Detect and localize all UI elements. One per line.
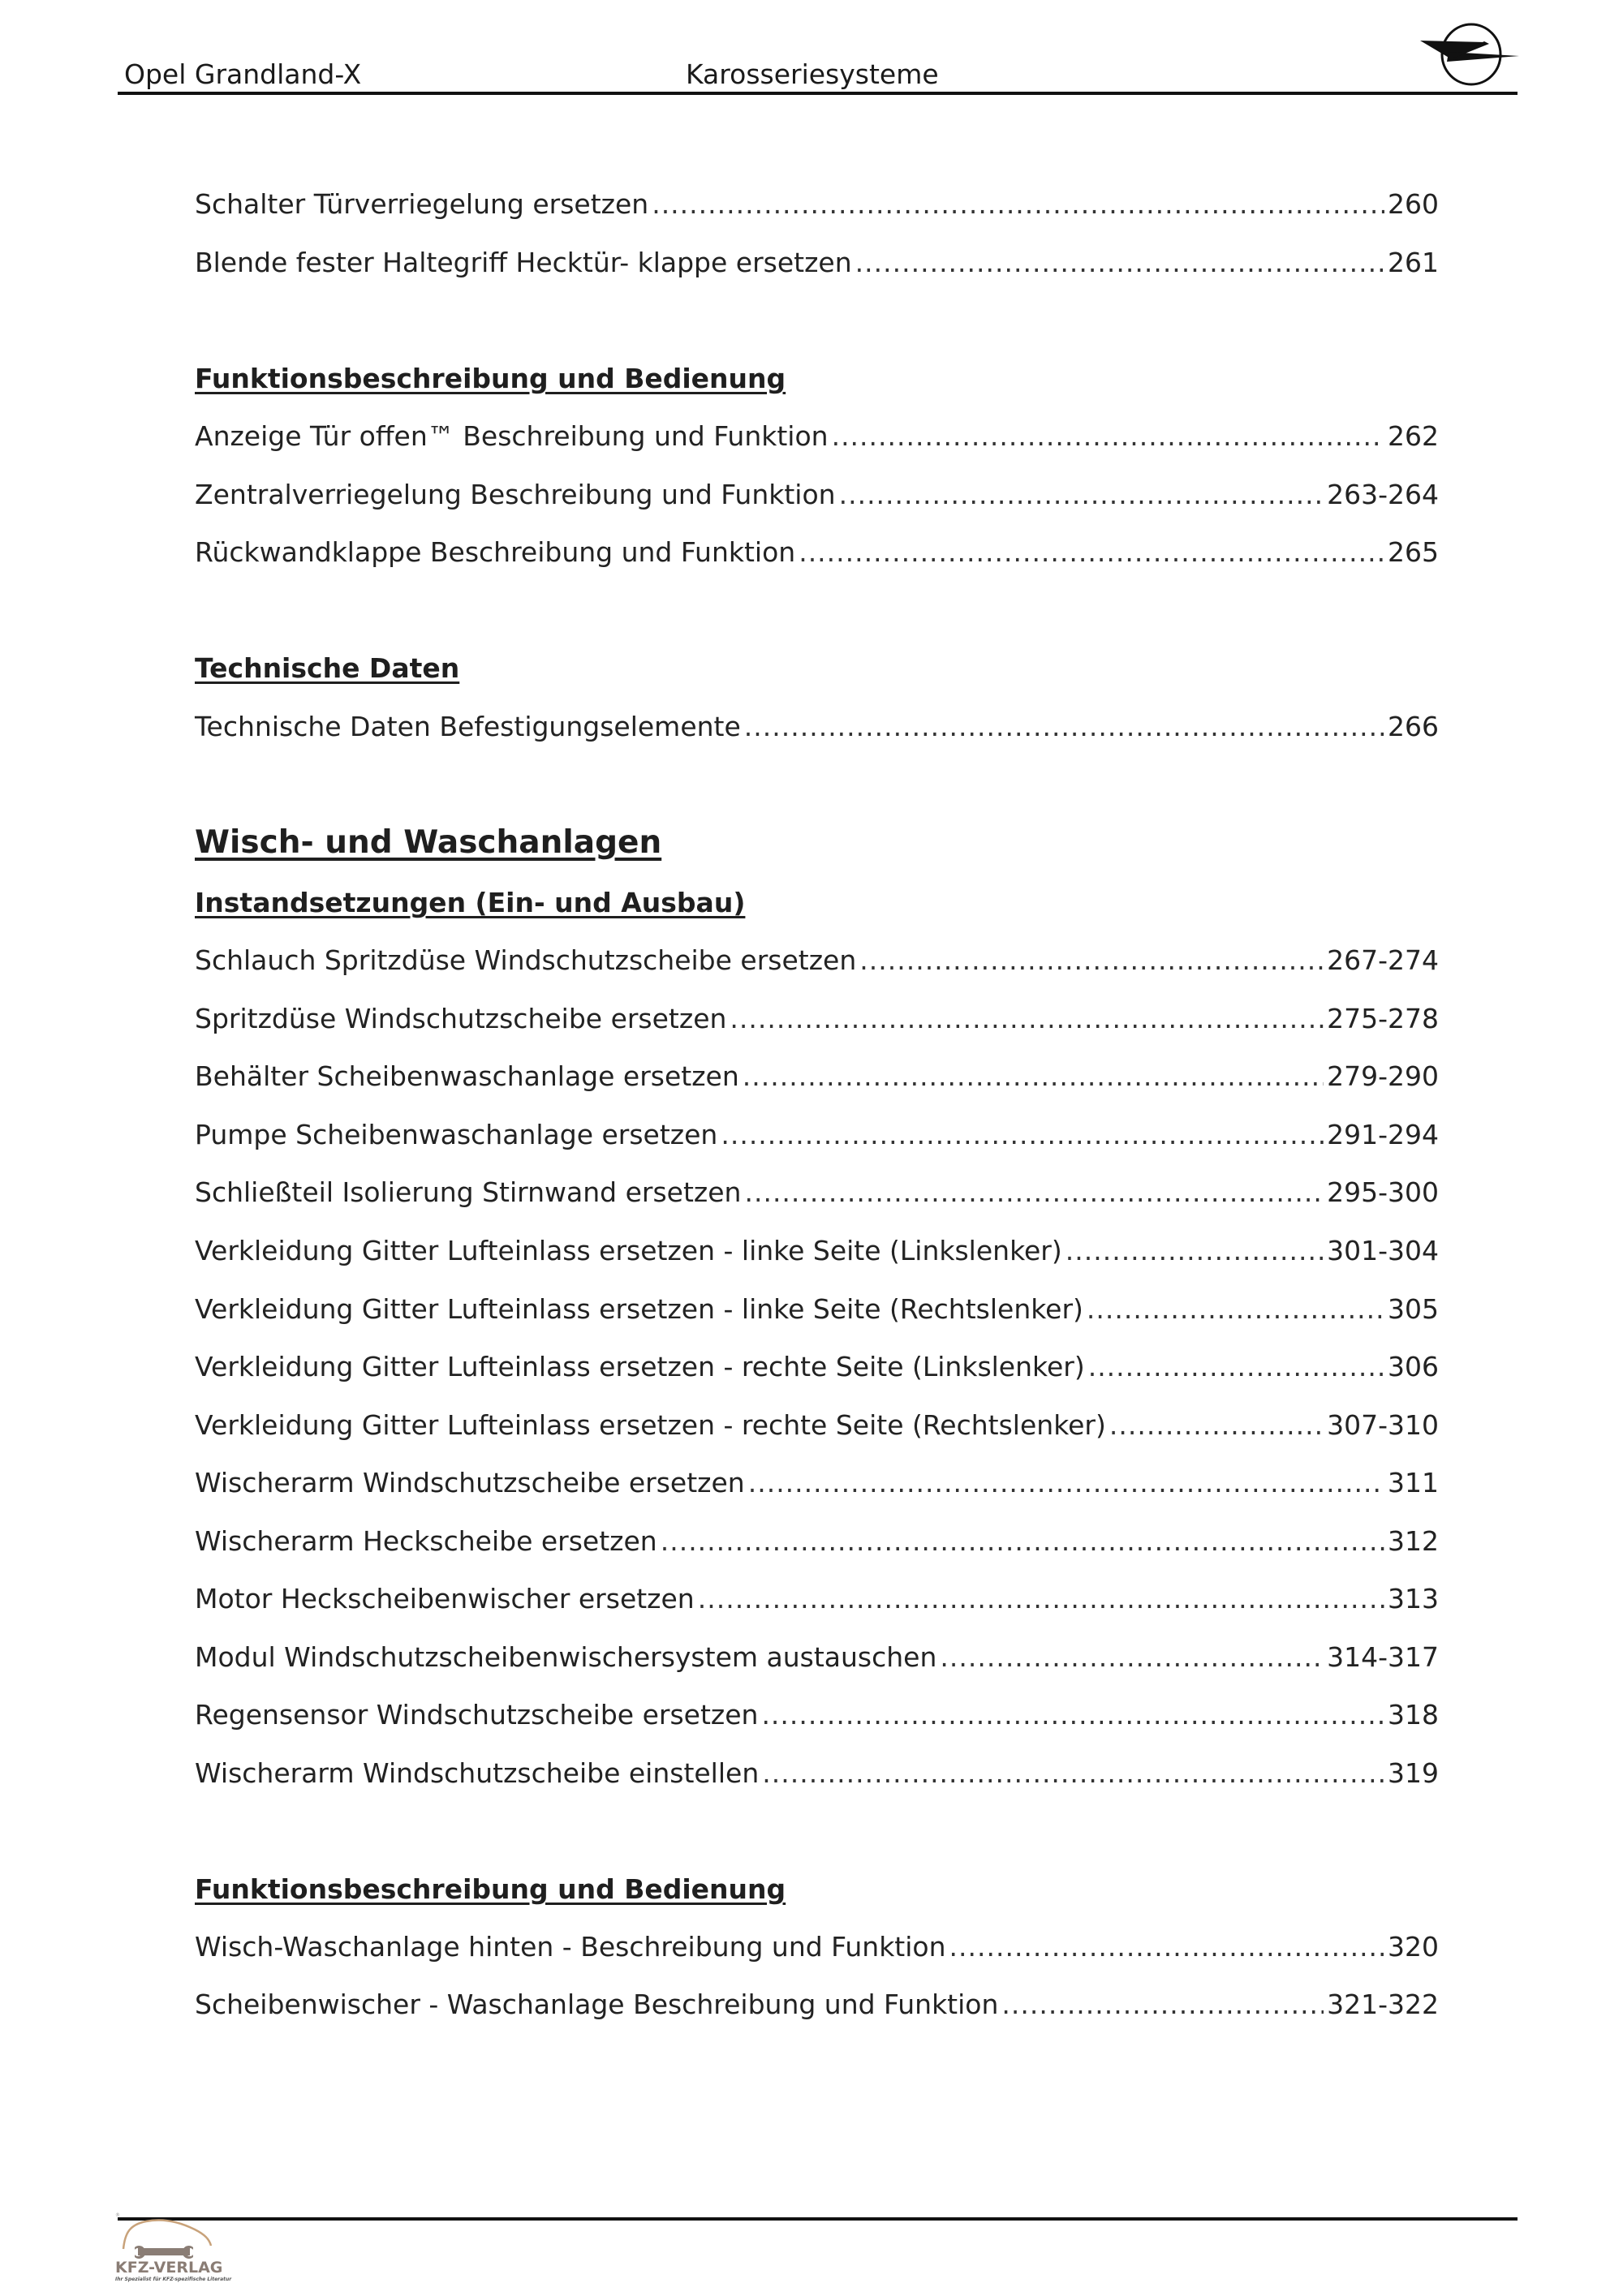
toc-entry[interactable] xyxy=(195,1583,1439,1623)
opel-blitz-logo-icon xyxy=(1416,18,1522,91)
toc-entry[interactable] xyxy=(195,1293,1439,1334)
toc-entry-title: Schalter Türverriegelung ersetzen xyxy=(195,188,649,220)
dot-leader xyxy=(1065,1235,1324,1266)
dot-leader xyxy=(762,1757,1384,1789)
section-heading: Instandsetzungen (Ein- und Ausbau) xyxy=(195,887,746,918)
toc-entry-title: Motor Heckscheibenwischer ersetzen xyxy=(195,1583,695,1615)
dot-leader xyxy=(744,711,1384,742)
chapter-heading: Wisch- und Waschanlagen xyxy=(195,824,662,861)
toc-entry[interactable] xyxy=(195,1641,1439,1682)
toc-entry-page: 318 xyxy=(1388,1699,1439,1731)
toc-entry[interactable] xyxy=(195,1409,1439,1450)
toc-entry-title: Anzeige Tür offen™ Beschreibung und Funktion xyxy=(195,420,829,452)
toc-entry-page: 312 xyxy=(1388,1525,1439,1557)
toc-entry-page: 320 xyxy=(1388,1931,1439,1963)
toc-entry-title: Regensensor Windschutzscheibe ersetzen xyxy=(195,1699,759,1731)
section-heading: Funktionsbeschreibung und Bedienung xyxy=(195,363,786,394)
publisher-brand: KFZ-VERLAG xyxy=(115,2259,223,2277)
section-heading: Technische Daten xyxy=(195,652,460,684)
toc-entry-title: Verkleidung Gitter Lufteinlass ersetzen - rechte Seite (Rechtslenker) xyxy=(195,1409,1106,1441)
dot-leader xyxy=(652,188,1384,220)
header-section: Karosseriesysteme xyxy=(686,58,939,90)
registered-mark: ® xyxy=(115,2212,120,2218)
dot-leader xyxy=(721,1119,1324,1150)
page-header xyxy=(118,0,1518,96)
toc-entry-page: 321-322 xyxy=(1327,1989,1439,2020)
toc-entry-title: Technische Daten Befestigungselemente xyxy=(195,711,741,742)
dot-leader xyxy=(698,1583,1384,1615)
toc-entry-page: 267-274 xyxy=(1327,944,1439,976)
toc-entry-page: 319 xyxy=(1388,1757,1439,1789)
dot-leader xyxy=(832,420,1384,452)
dot-leader xyxy=(1109,1409,1324,1441)
toc-entry[interactable] xyxy=(195,1235,1439,1275)
toc-entry[interactable] xyxy=(195,247,1439,287)
toc-entry-page: 275-278 xyxy=(1327,1003,1439,1034)
dot-leader xyxy=(949,1931,1384,1963)
toc-entry-title: Behälter Scheibenwaschanlage ersetzen xyxy=(195,1060,739,1092)
dot-leader xyxy=(1088,1351,1384,1382)
header-rule xyxy=(118,92,1518,95)
toc-entry[interactable] xyxy=(195,1699,1439,1739)
dot-leader xyxy=(748,1467,1384,1498)
dot-leader xyxy=(1001,1989,1324,2020)
toc-entry[interactable] xyxy=(195,1060,1439,1101)
dot-leader xyxy=(744,1176,1324,1208)
toc-entry[interactable] xyxy=(195,1525,1439,1566)
toc-entry-title: Wischerarm Windschutzscheibe ersetzen xyxy=(195,1467,745,1498)
dot-leader xyxy=(855,247,1384,278)
toc-entry[interactable] xyxy=(195,1351,1439,1391)
toc-entry-page: 305 xyxy=(1388,1293,1439,1325)
dot-leader xyxy=(1087,1293,1384,1325)
car-wrench-logo-icon xyxy=(114,2208,227,2260)
toc-entry-page: 263-264 xyxy=(1327,479,1439,510)
toc-entry-page: 307-310 xyxy=(1327,1409,1439,1441)
toc-entry-page: 266 xyxy=(1388,711,1439,742)
toc-entry-title: Wischerarm Windschutzscheibe einstellen xyxy=(195,1757,760,1789)
toc-entry-page: 262 xyxy=(1388,420,1439,452)
toc-entry-title: Verkleidung Gitter Lufteinlass ersetzen - linke Seite (Rechtslenker) xyxy=(195,1293,1083,1325)
toc-entry-page: 314-317 xyxy=(1327,1641,1439,1673)
toc-entry[interactable] xyxy=(195,536,1439,577)
toc-entry[interactable] xyxy=(195,479,1439,519)
toc-entry[interactable] xyxy=(195,188,1439,229)
toc-entry-title: Verkleidung Gitter Lufteinlass ersetzen - rechte Seite (Linkslenker) xyxy=(195,1351,1085,1382)
toc-entry-title: Verkleidung Gitter Lufteinlass ersetzen - linke Seite (Linkslenker) xyxy=(195,1235,1062,1266)
toc-entry-page: 261 xyxy=(1388,247,1439,278)
toc-entry-page: 279-290 xyxy=(1327,1060,1439,1092)
toc-entry-title: Schließteil Isolierung Stirnwand ersetzen xyxy=(195,1176,742,1208)
dot-leader xyxy=(799,536,1384,568)
toc-entry-page: 311 xyxy=(1388,1467,1439,1498)
toc-entry[interactable] xyxy=(195,1757,1439,1798)
toc-entry-title: Modul Windschutzscheibenwischersystem austauschen xyxy=(195,1641,937,1673)
toc-entry-title: Pumpe Scheibenwaschanlage ersetzen xyxy=(195,1119,718,1150)
dot-leader xyxy=(761,1699,1384,1731)
toc-entry-page: 295-300 xyxy=(1327,1176,1439,1208)
toc-entry-title: Spritzdüse Windschutzscheibe ersetzen xyxy=(195,1003,727,1034)
toc-entry-title: Blende fester Haltegriff Hecktür- klappe ersetzen xyxy=(195,247,852,278)
section-heading: Funktionsbeschreibung und Bedienung xyxy=(195,1873,786,1905)
toc-entry-page: 301-304 xyxy=(1327,1235,1439,1266)
toc-entry[interactable] xyxy=(195,1176,1439,1217)
toc-entry-page: 265 xyxy=(1388,536,1439,568)
toc-entry-title: Scheibenwischer - Waschanlage Beschreibung und Funktion xyxy=(195,1989,999,2020)
dot-leader xyxy=(743,1060,1324,1092)
publisher-logo xyxy=(114,2208,232,2290)
toc-entry[interactable] xyxy=(195,420,1439,461)
toc-entry[interactable] xyxy=(195,1003,1439,1043)
toc-entry[interactable] xyxy=(195,1467,1439,1507)
toc-entry-title: Rückwandklappe Beschreibung und Funktion xyxy=(195,536,796,568)
dot-leader xyxy=(940,1641,1324,1673)
toc-entry-page: 313 xyxy=(1388,1583,1439,1615)
toc-entry-page: 260 xyxy=(1388,188,1439,220)
toc-entry-page: 291-294 xyxy=(1327,1119,1439,1150)
toc-entry-title: Wischerarm Heckscheibe ersetzen xyxy=(195,1525,657,1557)
publisher-tagline: Ihr Spezialist für KFZ-spezifische Literatur xyxy=(115,2277,232,2282)
toc-entry-page: 306 xyxy=(1388,1351,1439,1382)
toc-entry-title: Zentralverriegelung Beschreibung und Funktion xyxy=(195,479,836,510)
toc-entry[interactable] xyxy=(195,1119,1439,1159)
toc-entry-title: Schlauch Spritzdüse Windschutzscheibe ersetzen xyxy=(195,944,857,976)
dot-leader xyxy=(730,1003,1324,1034)
toc-entry[interactable] xyxy=(195,711,1439,751)
toc-entry[interactable] xyxy=(195,944,1439,985)
dot-leader xyxy=(859,944,1324,976)
dot-leader xyxy=(661,1525,1384,1557)
toc-entry-title: Wisch-Waschanlage hinten - Beschreibung und Funktion xyxy=(195,1931,946,1963)
toc-entry[interactable] xyxy=(195,1931,1439,1971)
toc-entry[interactable] xyxy=(195,1989,1439,2029)
footer-rule xyxy=(118,2217,1518,2221)
header-model: Opel Grandland-X xyxy=(124,58,362,90)
dot-leader xyxy=(839,479,1324,510)
